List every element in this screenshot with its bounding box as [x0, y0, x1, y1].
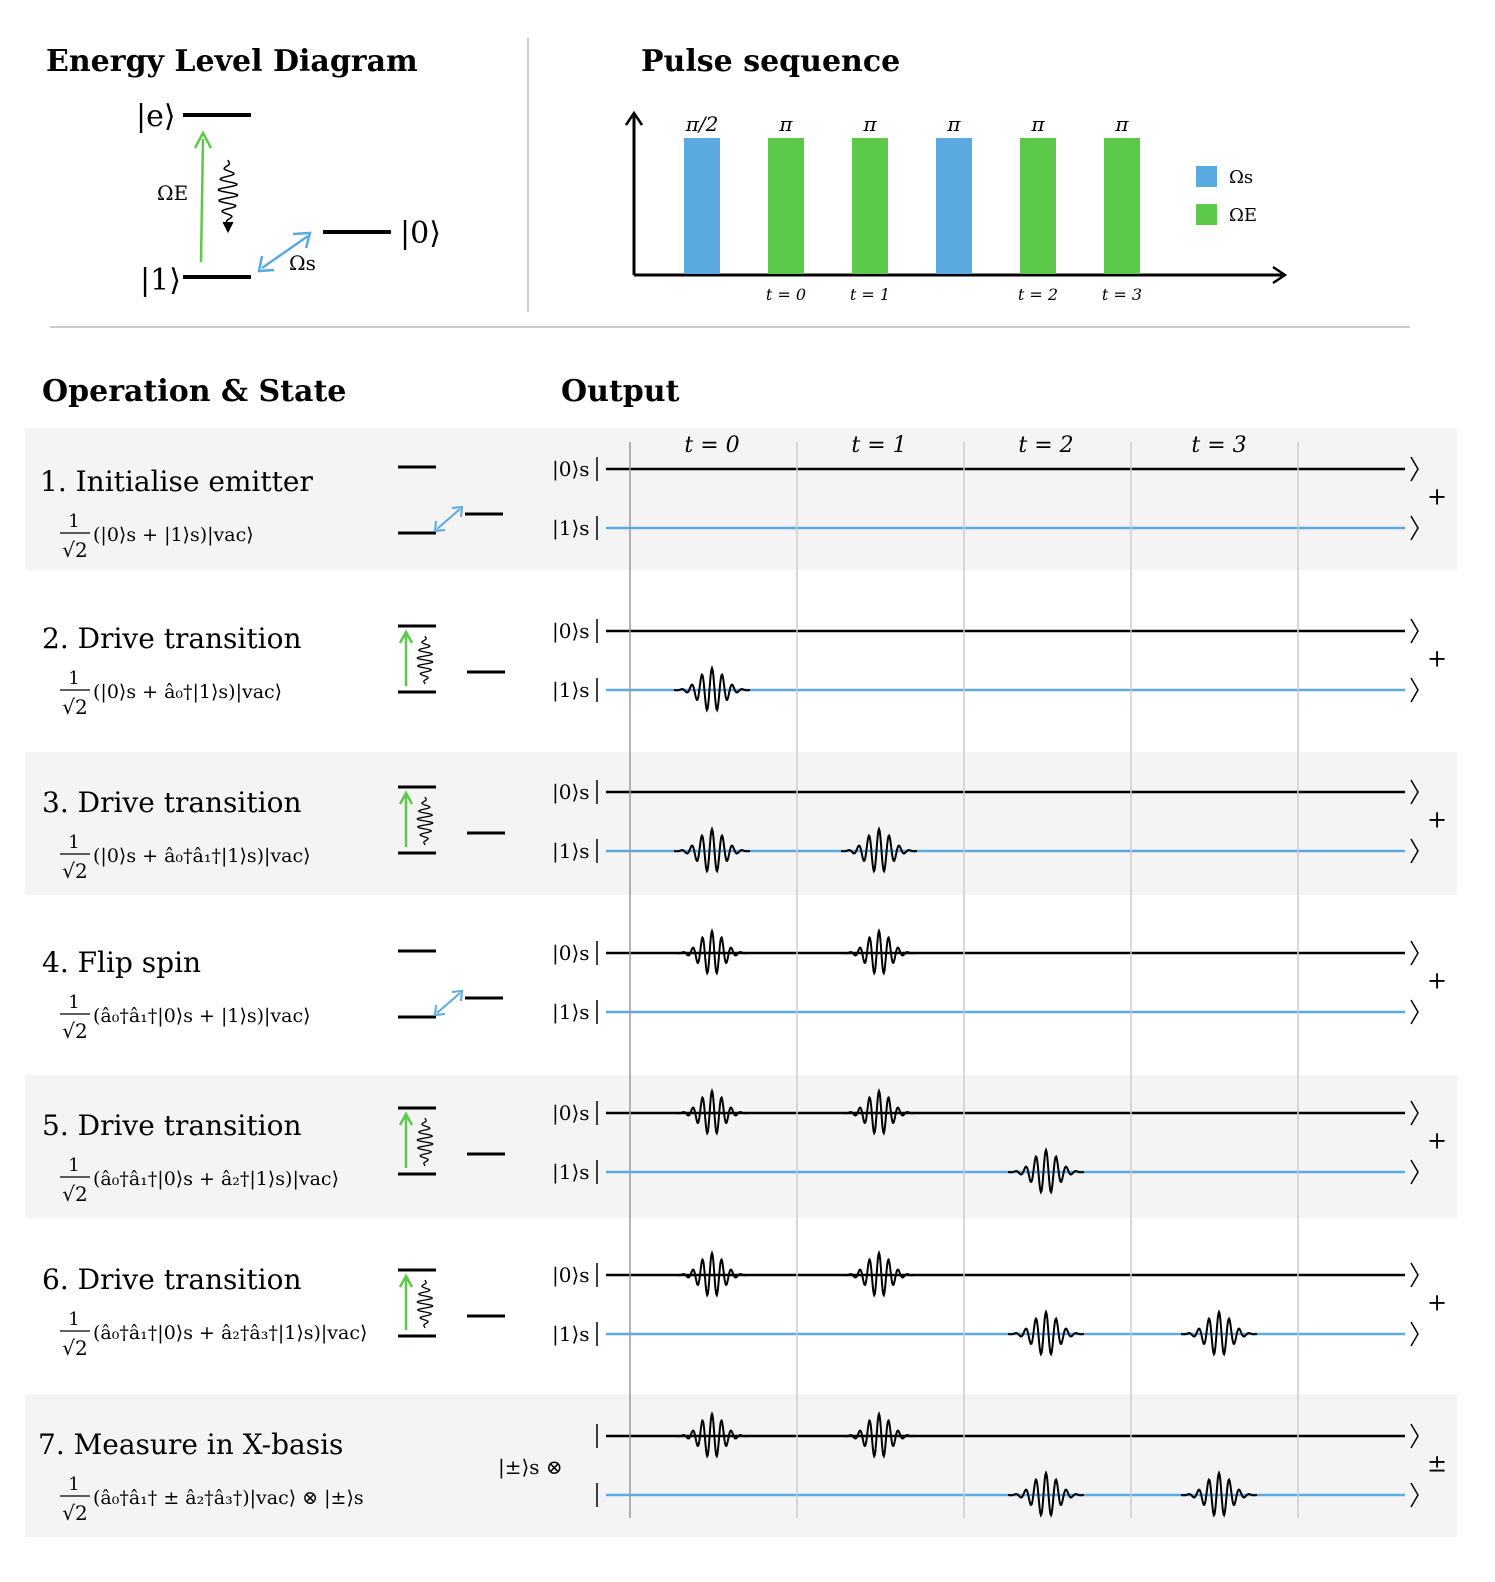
ket-close-top	[1411, 941, 1418, 965]
ket-close-bottom	[1411, 1322, 1418, 1346]
operation-label: 7. Measure in X-basis	[38, 1428, 344, 1461]
operation-label: 5. Drive transition	[42, 1109, 302, 1142]
superposition-sign: +	[1426, 644, 1448, 673]
superposition-sign: ±	[1426, 1449, 1448, 1478]
prefactor-numerator: 1	[68, 1309, 80, 1330]
legend-swatch-omega-e	[1196, 204, 1217, 225]
prefactor-numerator: 1	[68, 511, 80, 532]
time-label: t = 3	[1191, 433, 1247, 458]
pulse-bar	[852, 138, 888, 274]
pulse-label: π	[779, 112, 793, 136]
prefactor-denominator: √2	[62, 1019, 88, 1043]
row-background	[25, 1394, 1457, 1537]
state-expression: (|0⟩s + â₀†â₁†|1⟩s)|vac⟩	[93, 845, 311, 867]
pulse-label: π	[947, 112, 961, 136]
legend-swatch-omega-s	[1196, 166, 1217, 187]
operation-label: 1. Initialise emitter	[40, 465, 313, 498]
row-4	[42, 931, 1447, 1043]
pulse-label: π/2	[685, 112, 719, 136]
row-6	[42, 1253, 1447, 1360]
pulse-label: π	[863, 112, 877, 136]
prefactor-numerator: 1	[68, 1155, 80, 1176]
time-grid	[630, 433, 1298, 1518]
pulse-label: π	[1031, 112, 1045, 136]
prefactor-denominator: √2	[62, 1501, 88, 1525]
rail-label-top: |0⟩s	[552, 780, 590, 804]
row-2	[42, 619, 1447, 719]
operation-rows	[25, 428, 1457, 1537]
pulse-bar	[768, 138, 804, 274]
decay-wiggle-icon	[417, 1280, 432, 1328]
pulse-bar	[684, 138, 720, 274]
energy-diagram-title: Energy Level Diagram	[46, 44, 418, 79]
prefactor-numerator: 1	[68, 1474, 80, 1495]
prefactor-numerator: 1	[68, 832, 80, 853]
superposition-sign: +	[1426, 1288, 1448, 1317]
pulse-bar	[936, 138, 972, 274]
prefactor-denominator: √2	[62, 695, 88, 719]
measurement-prefix: |±⟩s ⊗	[498, 1455, 563, 1479]
operation-label: 2. Drive transition	[42, 622, 302, 655]
omega-s-label: Ωs	[289, 251, 316, 275]
pulse-time-label: t = 3	[1101, 285, 1143, 304]
rail-label-bottom: |1⟩s	[552, 678, 590, 702]
ket-close-top	[1411, 1263, 1418, 1287]
ket-close-bottom	[1411, 678, 1418, 702]
rail-label-top: |0⟩s	[552, 1263, 590, 1287]
level-1-label: |1⟩	[140, 263, 181, 298]
time-label: t = 2	[1018, 433, 1074, 458]
rail-label-top: |0⟩s	[552, 619, 590, 643]
state-expression: (|0⟩s + â₀†|1⟩s)|vac⟩	[93, 681, 283, 703]
operation-state-header: Operation & State	[42, 374, 347, 409]
ket-close-top	[1411, 619, 1418, 643]
time-label: t = 1	[851, 433, 907, 458]
operation-label: 6. Drive transition	[42, 1263, 302, 1296]
decay-wiggle-icon	[417, 636, 432, 684]
rail-label-top: |0⟩s	[552, 941, 590, 965]
pulse-sequence-title: Pulse sequence	[641, 44, 901, 79]
state-expression: (â₀†â₁† ± â₂†â₃†)|vac⟩ ⊗ |±⟩s	[93, 1487, 364, 1509]
pulse-time-label: t = 2	[1017, 285, 1059, 304]
state-expression: (â₀†â₁†|0⟩s + â₂†â₃†|1⟩s)|vac⟩	[93, 1322, 368, 1344]
operation-label: 4. Flip spin	[42, 946, 202, 979]
prefactor-denominator: √2	[62, 859, 88, 883]
superposition-sign: +	[1426, 1126, 1448, 1155]
pulse-time-label: t = 1	[849, 285, 891, 304]
row-background	[25, 752, 1457, 895]
state-expression: (â₀†â₁†|0⟩s + â₂†|1⟩s)|vac⟩	[93, 1168, 339, 1190]
pulse-label: π	[1115, 112, 1129, 136]
state-expression: (â₀†â₁†|0⟩s + |1⟩s)|vac⟩	[93, 1005, 311, 1027]
ket-close-bottom	[1411, 1000, 1418, 1024]
operation-label: 3. Drive transition	[42, 786, 302, 819]
level-0-label: |0⟩	[400, 216, 441, 251]
row-background	[25, 1075, 1457, 1218]
rail-label-bottom: |1⟩s	[552, 839, 590, 863]
rail-label-top: |0⟩s	[552, 1101, 590, 1125]
prefactor-denominator: √2	[62, 538, 88, 562]
level-e-label: |e⟩	[136, 99, 176, 134]
pulse-bar	[1104, 138, 1140, 274]
prefactor-denominator: √2	[62, 1336, 88, 1360]
time-label: t = 0	[684, 433, 740, 458]
rail-label-bottom: |1⟩s	[552, 516, 590, 540]
legend-label-omega-e: ΩE	[1229, 205, 1258, 226]
output-header: Output	[561, 374, 680, 409]
state-expression: (|0⟩s + |1⟩s)|vac⟩	[93, 524, 254, 546]
prefactor-numerator: 1	[68, 992, 80, 1013]
rail-label-top: |0⟩s	[552, 457, 590, 481]
superposition-sign: +	[1426, 805, 1448, 834]
decay-wiggle-icon	[219, 160, 238, 225]
rail-label-bottom: |1⟩s	[552, 1160, 590, 1184]
pulse-bar	[1020, 138, 1056, 274]
omega-e-arrow	[201, 139, 203, 262]
omega-e-label: ΩE	[157, 181, 189, 205]
rail-label-bottom: |1⟩s	[552, 1322, 590, 1346]
rail-label-bottom: |1⟩s	[552, 1000, 590, 1024]
pulse-time-label: t = 0	[765, 285, 807, 304]
energy-level-diagram	[46, 44, 441, 298]
prefactor-denominator: √2	[62, 1182, 88, 1206]
superposition-sign: +	[1426, 482, 1448, 511]
spin-flip-arrow-icon	[437, 993, 460, 1013]
superposition-sign: +	[1426, 966, 1448, 995]
prefactor-numerator: 1	[68, 668, 80, 689]
legend-label-omega-s: Ωs	[1229, 167, 1254, 188]
pulse-sequence-chart	[626, 44, 1285, 304]
